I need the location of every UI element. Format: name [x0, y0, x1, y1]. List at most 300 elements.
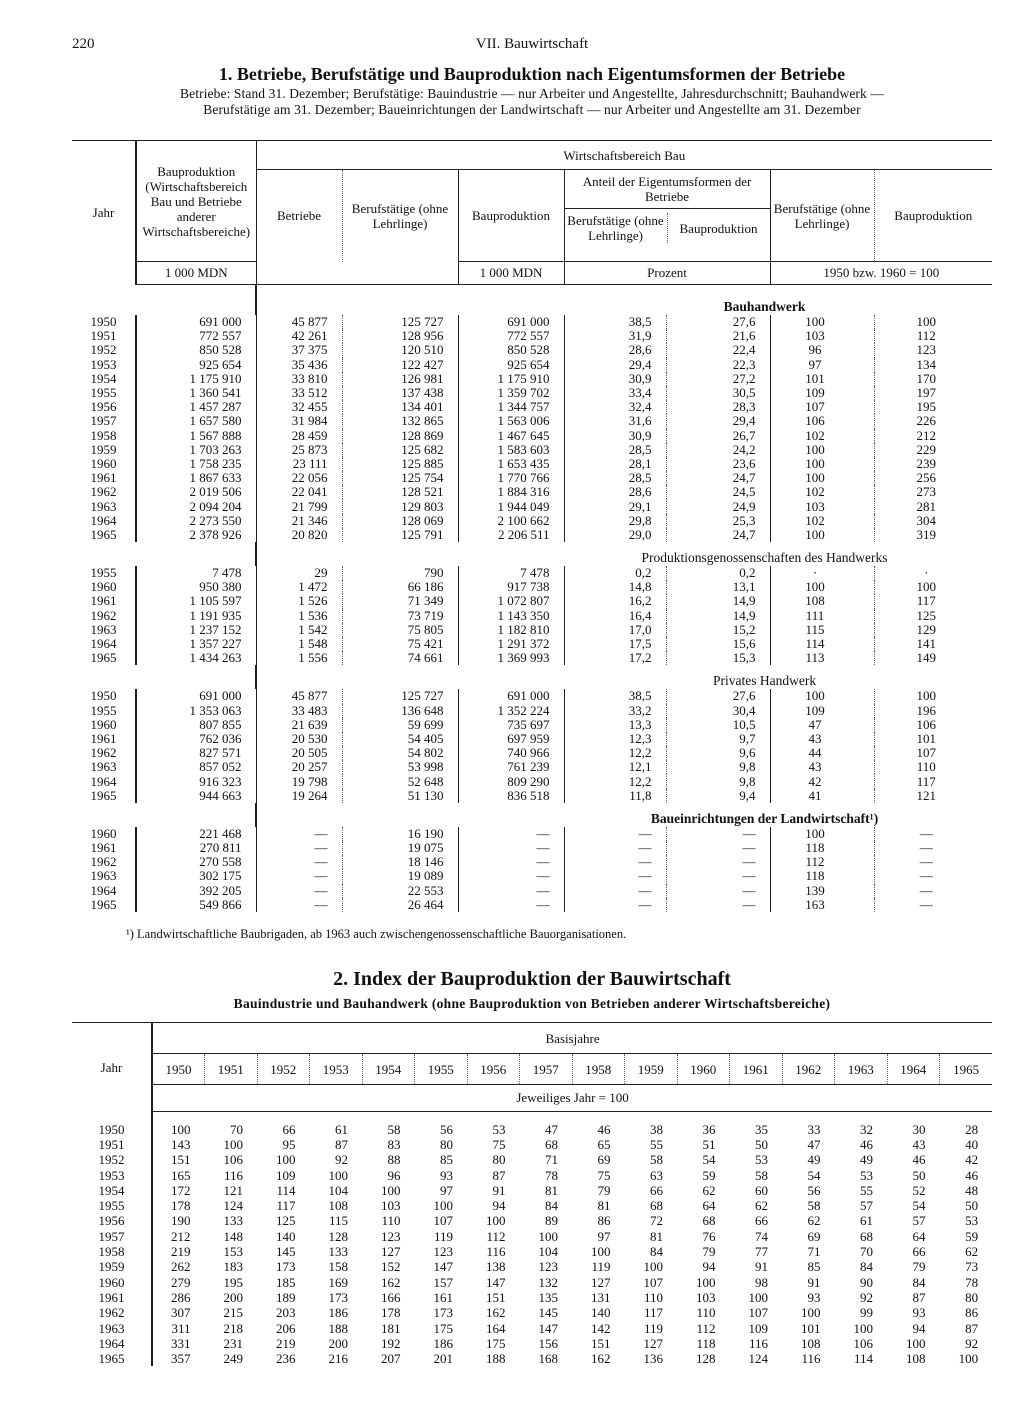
- table-cell: 17,5: [564, 637, 666, 651]
- table-cell: 175: [433, 1320, 453, 1336]
- table1-footnote: ¹) Landwirtschaftliche Baubrigaden, ab 1963 auch zwischengenossenschaftliche Bauorganisationen.: [126, 927, 627, 941]
- table-cell: 73: [965, 1259, 979, 1275]
- table-cell: 79: [912, 1259, 926, 1275]
- table-cell: 86: [965, 1305, 979, 1321]
- table-cell: 121: [223, 1182, 243, 1198]
- table-cell: 229: [874, 443, 992, 457]
- table-row: [72, 718, 992, 732]
- table-cell: 123: [433, 1244, 453, 1260]
- table-cell: 47: [770, 718, 874, 732]
- table-cell: 136 648: [342, 704, 458, 718]
- table-cell: 206: [276, 1320, 296, 1336]
- table-cell: —: [256, 869, 342, 883]
- table-cell: 46: [912, 1152, 926, 1168]
- table-cell: 128 069: [342, 514, 458, 528]
- table-cell: 81: [597, 1198, 611, 1214]
- table-cell: 162: [591, 1351, 611, 1367]
- table-row: [72, 637, 992, 651]
- table-cell: 132 865: [342, 414, 458, 428]
- table-cell: 125 885: [342, 457, 458, 471]
- table1-header-berufstaetige: Berufstätige (ohne Lehrlinge): [342, 170, 458, 262]
- table-cell: —: [666, 827, 770, 841]
- table-cell: 71: [807, 1244, 821, 1260]
- table-cell: 1 867 633: [136, 471, 256, 485]
- table-cell: 36: [702, 1121, 716, 1137]
- table-cell: 273: [874, 485, 992, 499]
- row-year: 1957: [90, 413, 117, 429]
- table-cell: 178: [152, 1198, 205, 1213]
- table-cell: 1 542: [256, 623, 342, 637]
- table-cell: 128: [696, 1351, 716, 1367]
- table-cell: 118: [770, 869, 874, 883]
- table-cell: 20 530: [256, 732, 342, 746]
- table-cell: 92: [965, 1335, 979, 1351]
- row-year: 1960: [98, 1274, 125, 1290]
- table-cell: 201: [433, 1351, 453, 1367]
- table-cell: 125 754: [342, 471, 458, 485]
- table-cell: 218: [223, 1320, 243, 1336]
- table-cell: 114: [276, 1182, 296, 1198]
- table-cell: 131: [591, 1289, 611, 1305]
- table-cell: 120 510: [342, 343, 458, 357]
- table-cell: 1 884 316: [458, 485, 564, 499]
- table-cell: 128 521: [342, 485, 458, 499]
- table-row: [72, 732, 992, 746]
- table-cell: 38,5: [564, 315, 666, 329]
- row-year: 1962: [90, 607, 117, 623]
- table-cell: 28,3: [666, 400, 770, 414]
- table-cell: 10,5: [666, 718, 770, 732]
- table-cell: 100: [874, 689, 992, 703]
- table-cell: 772 557: [136, 329, 256, 343]
- table-cell: 1 526: [256, 594, 342, 608]
- table-cell: 107: [643, 1274, 663, 1290]
- table-cell: 1 072 807: [458, 594, 564, 608]
- table-cell: 151: [152, 1152, 205, 1167]
- table-cell: 100: [853, 1320, 873, 1336]
- table1-header-bauproduktion-all: Bauproduktion (Wirtschaftsbereich Bau und Betriebe anderer Wirtschaftsbereiche): [136, 141, 256, 262]
- table-row: [72, 689, 992, 703]
- table-cell: 50: [755, 1136, 768, 1152]
- row-year: 1950: [90, 688, 117, 704]
- table-cell: 9,7: [666, 732, 770, 746]
- table-row: [72, 429, 992, 443]
- table-cell: 281: [874, 499, 992, 513]
- row-year: 1965: [90, 787, 117, 803]
- table-cell: 100: [958, 1351, 979, 1367]
- table-cell: 125 727: [342, 689, 458, 703]
- table-cell: 173: [328, 1289, 348, 1305]
- table-cell: 101: [874, 732, 992, 746]
- table1-unit-3: Prozent: [564, 262, 770, 285]
- table-cell: 116: [486, 1244, 506, 1260]
- table-cell: 56: [807, 1182, 821, 1198]
- table-cell: 103: [696, 1289, 716, 1305]
- table-cell: —: [564, 884, 666, 898]
- table-cell: 84: [545, 1198, 558, 1214]
- table-cell: 62: [702, 1182, 716, 1198]
- table-cell: 30,5: [666, 386, 770, 400]
- table-row: [72, 358, 992, 372]
- table-cell: 1 357 227: [136, 637, 256, 651]
- table-cell: 9,6: [666, 746, 770, 760]
- table-cell: 96: [770, 343, 874, 357]
- table-row: [72, 1122, 992, 1137]
- table-row: [72, 884, 992, 898]
- table-cell: 62: [965, 1244, 979, 1260]
- table-cell: 58: [387, 1121, 401, 1137]
- table-cell: 59 699: [342, 718, 458, 732]
- row-year: 1952: [90, 342, 117, 358]
- table-cell: 100: [874, 315, 992, 329]
- table-cell: 109: [276, 1167, 296, 1183]
- table-cell: 100: [770, 528, 874, 542]
- table-cell: 19 264: [256, 789, 342, 803]
- row-year: 1950: [90, 314, 117, 330]
- table-cell: 140: [276, 1228, 296, 1244]
- table-cell: 121: [874, 789, 992, 803]
- table-cell: 195: [223, 1274, 243, 1290]
- table2-unit: Jeweiliges Jahr = 100: [152, 1085, 992, 1112]
- table-row: [72, 789, 992, 803]
- table-cell: 101: [770, 372, 874, 386]
- table-cell: 128 956: [342, 329, 458, 343]
- table2-body: [72, 1112, 992, 1367]
- table-cell: 147: [486, 1274, 506, 1290]
- table2-spacer-cell: [152, 1112, 992, 1122]
- table-cell: 94: [912, 1320, 926, 1336]
- table-cell: 68: [545, 1136, 558, 1152]
- table-cell: 71: [545, 1152, 558, 1168]
- table-cell: 47: [545, 1121, 558, 1137]
- table-cell: 22 553: [342, 884, 458, 898]
- table-cell: 127: [381, 1244, 401, 1260]
- table-cell: 549 866: [136, 898, 256, 912]
- table-cell: 163: [770, 898, 874, 912]
- table-cell: —: [666, 855, 770, 869]
- table-cell: 43: [770, 732, 874, 746]
- table2-column-header: 1956: [467, 1054, 520, 1085]
- table-cell: 45 877: [256, 689, 342, 703]
- table-cell: 53: [965, 1213, 979, 1229]
- table-cell: 54: [912, 1198, 926, 1214]
- table-cell: 270 558: [136, 855, 256, 869]
- table-cell: 90: [860, 1274, 873, 1290]
- row-year: 1958: [90, 427, 117, 443]
- table-row: [72, 315, 992, 329]
- row-year: 1962: [98, 1305, 125, 1321]
- table-cell: 93: [440, 1167, 453, 1183]
- table-cell: —: [458, 884, 564, 898]
- table-cell: 110: [874, 760, 992, 774]
- table-cell: 104: [328, 1182, 348, 1198]
- table-cell: 78: [965, 1274, 979, 1290]
- table-cell: 836 518: [458, 789, 564, 803]
- table-cell: 165: [152, 1167, 205, 1182]
- row-year: 1955: [90, 702, 117, 718]
- table-cell: 117: [874, 774, 992, 788]
- table-cell: 29,0: [564, 528, 666, 542]
- table-cell: 59: [702, 1167, 716, 1183]
- table-cell: 35: [755, 1121, 768, 1137]
- table-row: [72, 760, 992, 774]
- table-cell: 102: [770, 429, 874, 443]
- table-cell: 123: [381, 1228, 401, 1244]
- table-row: [72, 1274, 992, 1289]
- table-cell: 200: [328, 1335, 348, 1351]
- table-cell: —: [458, 855, 564, 869]
- table-cell: 75 805: [342, 623, 458, 637]
- table-cell: 128: [328, 1228, 348, 1244]
- table-cell: 52: [912, 1182, 926, 1198]
- table1-header-idx-berufstaetige: Berufstätige (ohne Lehrlinge): [770, 170, 874, 262]
- table-cell: 58: [650, 1152, 663, 1168]
- table-cell: 112: [874, 329, 992, 343]
- table-cell: 114: [770, 637, 874, 651]
- table-cell: 55: [860, 1182, 873, 1198]
- table-cell: 75: [492, 1136, 506, 1152]
- table-cell: 57: [860, 1198, 873, 1214]
- table-cell: 30,9: [564, 429, 666, 443]
- table-cell: 108: [770, 594, 874, 608]
- table-cell: 164: [486, 1320, 506, 1336]
- table-cell: 28: [965, 1121, 979, 1137]
- table2-column-header: 1960: [677, 1054, 730, 1085]
- table-cell: 219: [276, 1335, 296, 1351]
- table-cell: 1 457 287: [136, 400, 256, 414]
- row-year: 1950: [98, 1121, 125, 1137]
- table-cell: 31 984: [256, 414, 342, 428]
- table-cell: 143: [152, 1137, 205, 1152]
- table-cell: 319: [874, 528, 992, 542]
- table-cell: 50: [912, 1167, 926, 1183]
- table-cell: 46: [597, 1121, 611, 1137]
- table2-column-header: 1955: [415, 1054, 468, 1085]
- table-cell: 392 205: [136, 884, 256, 898]
- table-cell: 100: [223, 1136, 243, 1152]
- table-row: [72, 372, 992, 386]
- table-cell: ·: [874, 566, 992, 580]
- table-cell: 68: [702, 1213, 716, 1229]
- table-cell: 25,3: [666, 514, 770, 528]
- table1-section-row: [72, 803, 992, 827]
- table1: [72, 140, 992, 912]
- table-cell: 64: [702, 1198, 716, 1214]
- table-cell: 1 770 766: [458, 471, 564, 485]
- table-cell: 100: [591, 1244, 611, 1260]
- table-cell: 87: [492, 1167, 506, 1183]
- table-cell: 17,2: [564, 651, 666, 665]
- table-cell: 185: [276, 1274, 296, 1290]
- table-cell: 68: [650, 1198, 663, 1214]
- table-cell: 100: [748, 1289, 768, 1305]
- table-cell: 100: [770, 689, 874, 703]
- table-cell: 103: [381, 1198, 401, 1214]
- table-cell: 15,2: [666, 623, 770, 637]
- row-year: 1964: [90, 512, 117, 528]
- table-cell: 57: [912, 1213, 926, 1229]
- table-cell: 91: [755, 1259, 768, 1275]
- table-cell: 212: [874, 429, 992, 443]
- table-cell: 172: [152, 1183, 205, 1198]
- row-year: 1952: [98, 1152, 125, 1168]
- table-cell: 1 657 580: [136, 414, 256, 428]
- table-cell: 73 719: [342, 609, 458, 623]
- table-cell: 186: [328, 1305, 348, 1321]
- table-cell: 24,9: [666, 499, 770, 513]
- table-cell: —: [256, 827, 342, 841]
- table-cell: 2 094 204: [136, 499, 256, 513]
- row-year: 1959: [98, 1259, 125, 1275]
- table-cell: 1 758 235: [136, 457, 256, 471]
- table-cell: —: [874, 884, 992, 898]
- table-cell: 1 360 541: [136, 386, 256, 400]
- table-cell: 113: [770, 651, 874, 665]
- table-cell: 58: [755, 1167, 768, 1183]
- table-cell: 302 175: [136, 869, 256, 883]
- table-row: [72, 329, 992, 343]
- table1-unit-blank: [256, 262, 458, 285]
- table-cell: 32,4: [564, 400, 666, 414]
- table-cell: 151: [486, 1289, 506, 1305]
- table-cell: 307: [152, 1305, 205, 1320]
- table-cell: 24,7: [666, 471, 770, 485]
- table-cell: 1 583 603: [458, 443, 564, 457]
- table-row: [72, 855, 992, 869]
- table-cell: —: [256, 884, 342, 898]
- table-cell: 100: [152, 1122, 205, 1137]
- table-cell: 54 405: [342, 732, 458, 746]
- table-cell: 80: [440, 1136, 453, 1152]
- row-year: 1962: [90, 484, 117, 500]
- table-cell: 0,2: [666, 566, 770, 580]
- table-cell: 24,7: [666, 528, 770, 542]
- table-cell: 761 239: [458, 760, 564, 774]
- table-cell: 37 375: [256, 343, 342, 357]
- table-cell: 22,3: [666, 358, 770, 372]
- table-cell: 1 105 597: [136, 594, 256, 608]
- table-cell: 66: [912, 1244, 926, 1260]
- table-cell: 70: [230, 1121, 243, 1137]
- table-cell: 691 000: [458, 689, 564, 703]
- table-cell: 60: [755, 1182, 768, 1198]
- row-year: 1963: [90, 498, 117, 514]
- table-cell: 77: [755, 1244, 768, 1260]
- table-cell: 122 427: [342, 358, 458, 372]
- table-cell: 175: [486, 1335, 506, 1351]
- table-cell: 72: [650, 1213, 663, 1229]
- table-cell: 195: [874, 400, 992, 414]
- table-cell: 156: [538, 1335, 558, 1351]
- table-row: [72, 471, 992, 485]
- table1-header-anteil-sub: [565, 213, 770, 243]
- table2-title: 2. Index der Bauproduktion der Bauwirtschaft: [333, 968, 731, 990]
- table-cell: 691 000: [458, 315, 564, 329]
- table-cell: 1 467 645: [458, 429, 564, 443]
- table-cell: 100: [770, 443, 874, 457]
- table-cell: 42: [770, 774, 874, 788]
- row-year: 1961: [90, 593, 117, 609]
- table-cell: 197: [874, 386, 992, 400]
- table-cell: 100: [770, 471, 874, 485]
- table-cell: 125 791: [342, 528, 458, 542]
- table-cell: 87: [912, 1289, 926, 1305]
- table-row: [72, 566, 992, 580]
- table-cell: 33: [807, 1121, 821, 1137]
- table-cell: 62: [755, 1198, 768, 1214]
- table-cell: 357: [152, 1351, 205, 1366]
- table-cell: 54: [702, 1152, 716, 1168]
- table-cell: 23,6: [666, 457, 770, 471]
- table-cell: —: [458, 898, 564, 912]
- table-cell: 32: [860, 1121, 873, 1137]
- table1-section-row: [72, 542, 992, 566]
- table2-spacer-cell: [72, 1112, 152, 1122]
- table1-section-row: [72, 285, 992, 316]
- table2-column-header: 1964: [887, 1054, 940, 1085]
- table-row: [72, 528, 992, 542]
- table-cell: 231: [223, 1335, 243, 1351]
- table-cell: 9,8: [666, 774, 770, 788]
- table-cell: 45 877: [256, 315, 342, 329]
- table-cell: —: [874, 841, 992, 855]
- table-cell: 17,0: [564, 623, 666, 637]
- table-cell: 14,9: [666, 609, 770, 623]
- table-cell: 28,5: [564, 471, 666, 485]
- table1-header-anteil-title: Anteil der Eigentumsformen der Betriebe: [565, 174, 770, 209]
- table-cell: 133: [328, 1244, 348, 1260]
- table-cell: —: [458, 841, 564, 855]
- table-cell: 104: [538, 1244, 558, 1260]
- table-cell: 28,6: [564, 485, 666, 499]
- table-cell: 129: [874, 623, 992, 637]
- table-cell: 49: [807, 1152, 821, 1168]
- table2-header-jahr: Jahr: [72, 1023, 152, 1112]
- table-cell: 827 571: [136, 746, 256, 760]
- table-cell: 63: [650, 1167, 663, 1183]
- table-cell: 203: [276, 1305, 296, 1321]
- table-row: [72, 1198, 992, 1213]
- table-cell: —: [564, 855, 666, 869]
- table-cell: 100: [276, 1152, 296, 1168]
- table-cell: 80: [492, 1152, 506, 1168]
- table-cell: 11,8: [564, 789, 666, 803]
- table-row: [72, 1305, 992, 1320]
- table-cell: 166: [381, 1289, 401, 1305]
- table-row: [72, 841, 992, 855]
- table-cell: 123: [538, 1259, 558, 1275]
- table-cell: 96: [387, 1167, 401, 1183]
- table-cell: 19 075: [342, 841, 458, 855]
- row-year: 1963: [90, 868, 117, 884]
- table-cell: 7 478: [458, 566, 564, 580]
- table-cell: 212: [152, 1229, 205, 1244]
- table-cell: 100: [381, 1182, 401, 1198]
- table-cell: 42: [965, 1152, 979, 1168]
- table-cell: 54: [807, 1167, 821, 1183]
- table1-section-spacer: [72, 803, 256, 827]
- table-cell: 33 483: [256, 704, 342, 718]
- row-year: 1960: [90, 716, 117, 732]
- table-cell: 1 175 910: [458, 372, 564, 386]
- table-cell: 128 869: [342, 429, 458, 443]
- table-cell: 84: [912, 1274, 926, 1290]
- table-cell: 691 000: [136, 689, 256, 703]
- table-cell: 65: [597, 1136, 611, 1152]
- table-row: [72, 704, 992, 718]
- table-cell: 950 380: [136, 580, 256, 594]
- table-cell: 53: [860, 1167, 873, 1183]
